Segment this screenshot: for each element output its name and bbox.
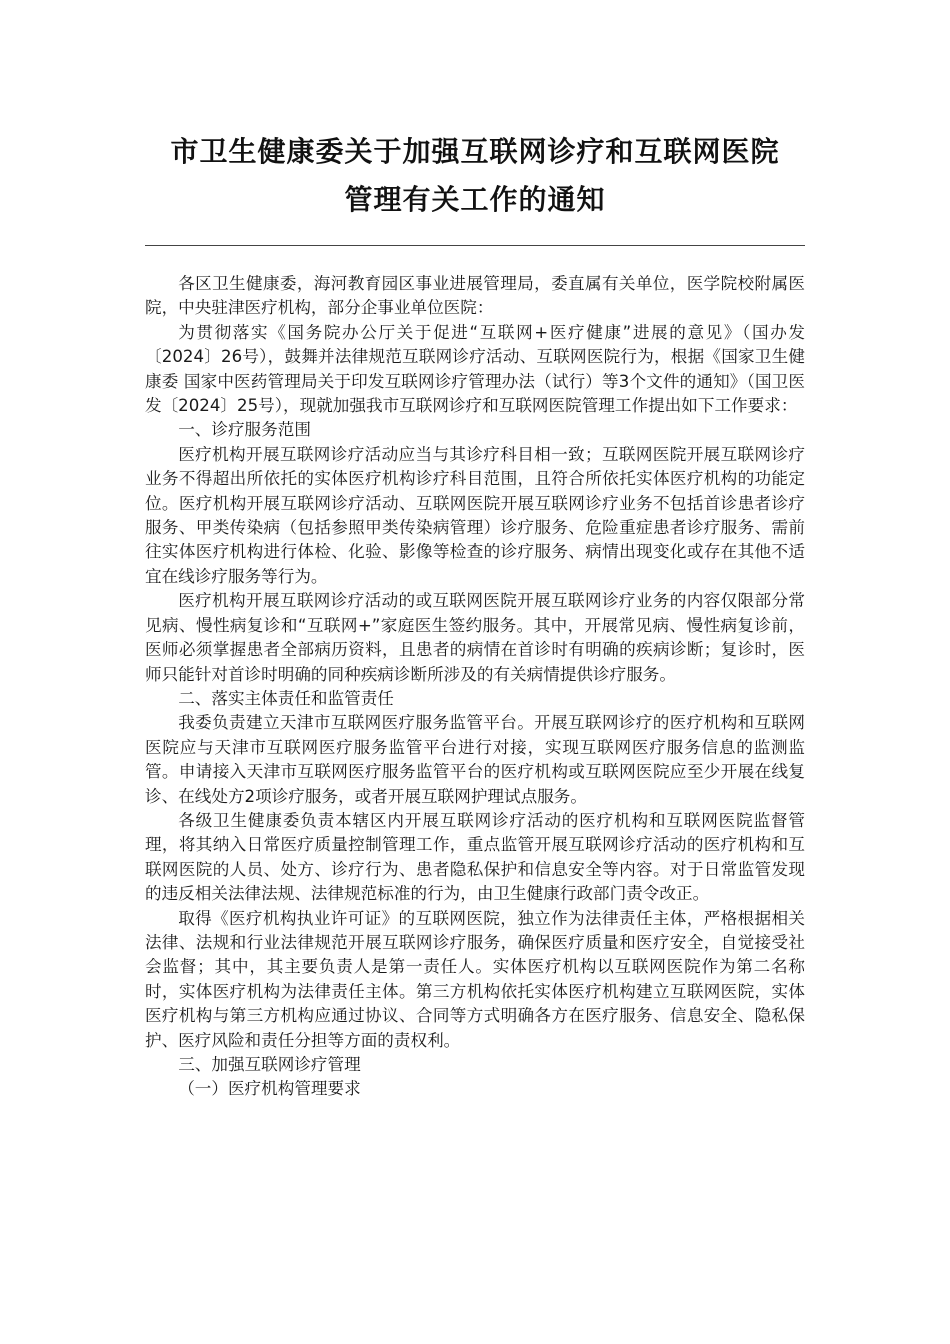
section-heading-2: 二、落实主体责任和监管责任 bbox=[178, 688, 394, 708]
section1-paragraph-1: 医疗机构开展互联网诊疗活动应当与其诊疗科目相一致；互联网医院开展互联网诊疗业务不得超出所依托的实体医疗机构诊疗科目范围，且符合所依托实体医疗机构的功能定位。医疗机构开展互联网诊疗活动、互联网医院开展互联网诊疗业务不包括首诊患者诊疗服务、甲类传染病（包括参照甲类传染病管理）诊疗服务、危险重症患者诊疗服务、需前往实体医疗机构进行体检、化验、影像等检查的诊疗服务、病情出现变化或存在其他不适宜在线诊疗服务等行为。 bbox=[145, 444, 805, 586]
document-body bbox=[145, 272, 805, 1102]
section2-paragraph-1: 我委负责建立天津市互联网医疗服务监管平台。开展互联网诊疗的医疗机构和互联网医院应与天津市互联网医疗服务监管平台进行对接，实现互联网医疗服务信息的监测监管。申请接入天津市互联网医疗服务监管平台的医疗机构或互联网医院应至少开展在线复诊、在线处方2项诊疗服务，或者开展互联网护理试点服务。 bbox=[145, 713, 805, 806]
section-heading-3: 三、加强互联网诊疗管理 bbox=[178, 1055, 361, 1074]
salutation-paragraph: 各区卫生健康委，海河教育园区事业进展管理局，委直属有关单位，医学院校附属医院，中央驻津医疗机构，部分企事业单位医院： bbox=[145, 274, 805, 318]
intro-paragraph: 为贯彻落实《国务院办公厅关于促进“互联网+医疗健康”进展的意见》（国办发〔2024〕26号），鼓舞并法律规范互联网诊疗活动、互联网医院行为，根据《国家卫生健康委 国家中医药管理局关于印发互联网诊疗管理办法（试行）等3个文件的通知》（国卫医发〔2024〕25号），现就加强我市互联网诊疗和互联网医院管理工作提出如下工作要求： bbox=[145, 322, 805, 416]
section-heading-1: 一、诊疗服务范围 bbox=[178, 420, 311, 440]
title-line-1: 市卫生健康委关于加强互联网诊疗和互联网医院 bbox=[170, 135, 780, 168]
title-divider bbox=[145, 245, 805, 246]
document-title bbox=[0, 128, 950, 224]
section1-paragraph-2: 医疗机构开展互联网诊疗活动的或互联网医院开展互联网诊疗业务的内容仅限部分常见病、慢性病复诊和“互联网+”家庭医生签约服务。其中，开展常见病、慢性病复诊前，医师必须掌握患者全部病历资料，且患者的病情在首诊时有明确的疾病诊断；复诊时，医师只能针对首诊时明确的同种疾病诊断所涉及的有关病情提供诊疗服务。 bbox=[145, 591, 805, 684]
subsection-heading-3-1: （一）医疗机构管理要求 bbox=[178, 1079, 361, 1099]
title-line-2: 管理有关工作的通知 bbox=[344, 183, 606, 216]
section2-paragraph-2: 各级卫生健康委负责本辖区内开展互联网诊疗活动的医疗机构和互联网医院监督管理，将其纳入日常医疗质量控制管理工作，重点监管开展互联网诊疗活动的医疗机构和互联网医院的人员、处方、诊疗行为、患者隐私保护和信息安全等内容。对于日常监管发现的违反相关法律法规、法律规范标准的行为，由卫生健康行政部门责令改正。 bbox=[145, 810, 805, 904]
section2-paragraph-3: 取得《医疗机构执业许可证》的互联网医院，独立作为法律责任主体，严格根据相关法律、法规和行业法律规范开展互联网诊疗服务，确保医疗质量和医疗安全，自觉接受社会监督；其中，其主要负责人是第一责任人。实体医疗机构以互联网医院作为第二名称时，实体医疗机构为法律责任主体。第三方机构依托实体医疗机构建立互联网医院，实体医疗机构与第三方机构应通过协议、合同等方式明确各方在医疗服务、信息安全、隐私保护、医疗风险和责任分担等方面的责权利。 bbox=[145, 908, 805, 1050]
